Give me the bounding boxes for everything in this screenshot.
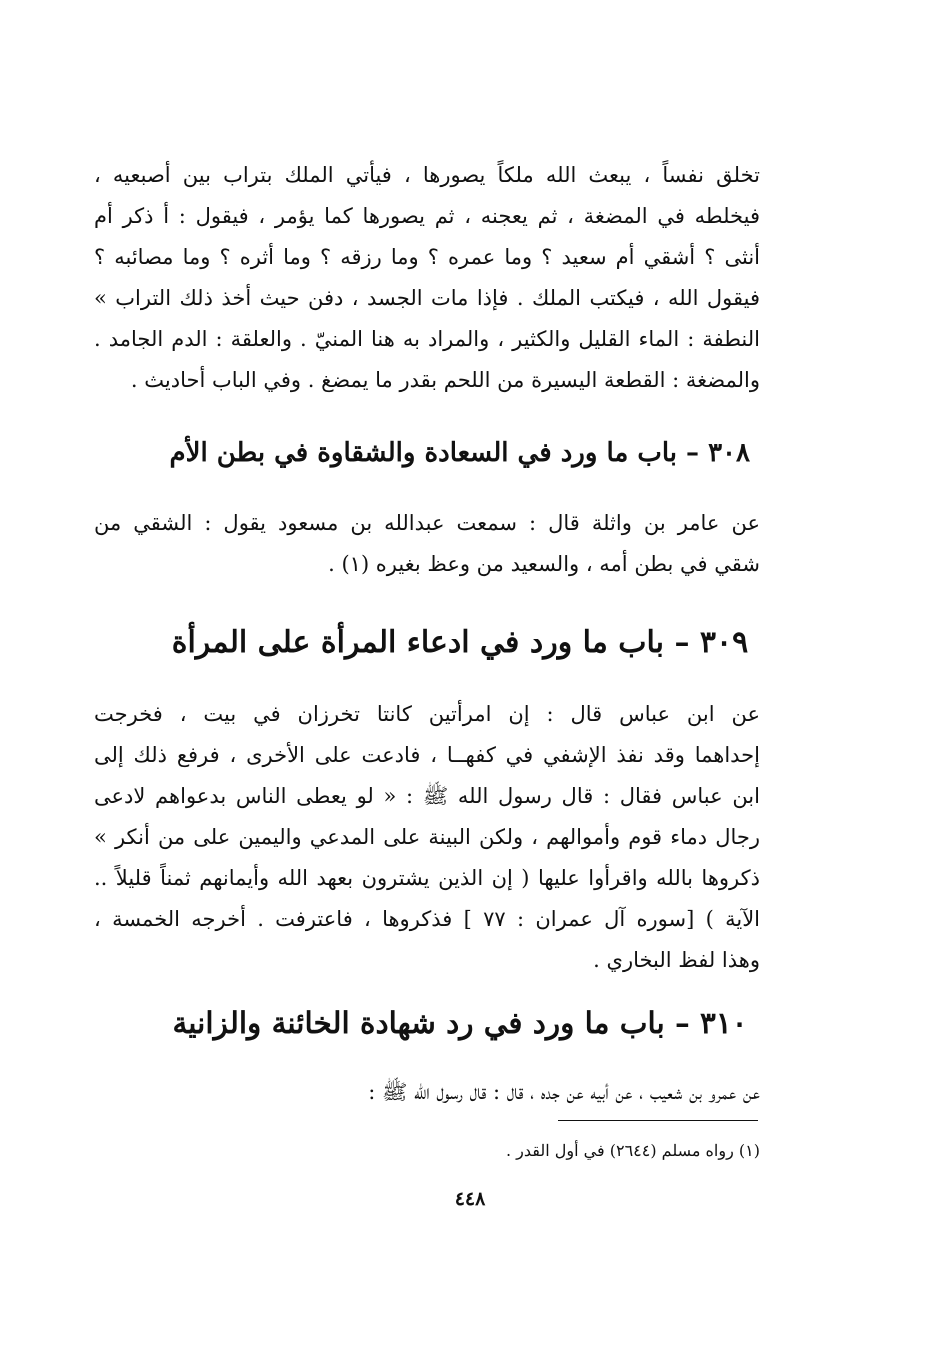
page-number: ٤٤٨ [454, 1188, 486, 1210]
section-heading-308: ٣٠٨ – باب ما ورد في السعادة والشقاوة في بطن الأم [169, 438, 750, 468]
text-line: شقي في بطن أمه ، والسعيد من وعظ بغيره (١) . [328, 552, 760, 576]
text-line: النطفة : الماء القليل والكثير ، والمراد به هنا المنيّ . والعلقة : الدم الجامد . [94, 327, 760, 351]
text-line: أنثى ؟ أشقي أم سعيد ؟ وما عمره ؟ وما رزقه ؟ وما أثره ؟ وما مصائبه ؟ [94, 245, 760, 269]
text-line: ابن عباس فقال : قال رسول الله ﷺ : « لو يعطى الناس بدعواهم لادعى [94, 784, 760, 808]
section-heading-310: ٣١٠ – باب ما ورد في رد شهادة الخائنة والزانية [172, 1005, 748, 1040]
text-line: والمضغة : القطعة اليسيرة من اللحم بقدر ما يمضغ . وفي الباب أحاديث . [130, 368, 760, 392]
intro-paragraph [94, 155, 760, 401]
text-line: ذكروها بالله واقرأوا عليها ( إن الذين يشترون بعهد الله وأيمانهم ثمناً قليلاً .. [94, 866, 760, 890]
text-line: فيقول الله ، فيكتب الملك . فإذا مات الجسد ، دفن حيث أخذ ذلك التراب » [94, 286, 760, 310]
text-line: وهذا لفظ البخاري . [593, 948, 760, 972]
section-308-paragraph [94, 503, 760, 585]
text-line: عن ابن عباس قال : إن امرأتين كانتا تخرزان في بيت ، فخرجت [94, 702, 760, 726]
text-line: عن عامر بن واثلة قال : سمعت عبدالله بن مسعود يقول : الشقي من [94, 511, 760, 535]
section-heading-309: ٣٠٩ – باب ما ورد في ادعاء المرأة على المرأة [171, 625, 749, 660]
text-line: تخلق نفساً ، يبعث الله ملكاً يصورها ، فيأتي الملك بتراب بين أصبعيه ، [94, 163, 760, 187]
text-line: فيخلطه في المضغة ، ثم يعجنه ، ثم يصورها كما يؤمر ، فيقول : أ ذكر أم [94, 204, 760, 228]
text-line: رجال دماء قوم وأموالهم ، ولكن البينة على المدعي واليمين على من أنكر » [94, 825, 760, 849]
section-309-paragraph [94, 694, 760, 981]
text-line: إحداهما وقد نفذ الإشفي في كفهــا ، فادعت على الأخرى ، فرفع ذلك إلى [94, 743, 760, 767]
footnote: (١) رواه مسلم (٢٦٤٤) في أول القدر . [505, 1141, 760, 1160]
text-line: عن عمرو بن شعيب ، عن أبيه عن جده ، قال : قال رسول الله ﷺ : [368, 1080, 760, 1104]
section-310-paragraph [94, 1072, 760, 1113]
text-line: الآية ) [سوره آل عمران : ٧٧ ] فذكروها ، فاعترفت . أخرجه الخمسة ، [94, 907, 760, 931]
footnote-divider [558, 1120, 758, 1121]
